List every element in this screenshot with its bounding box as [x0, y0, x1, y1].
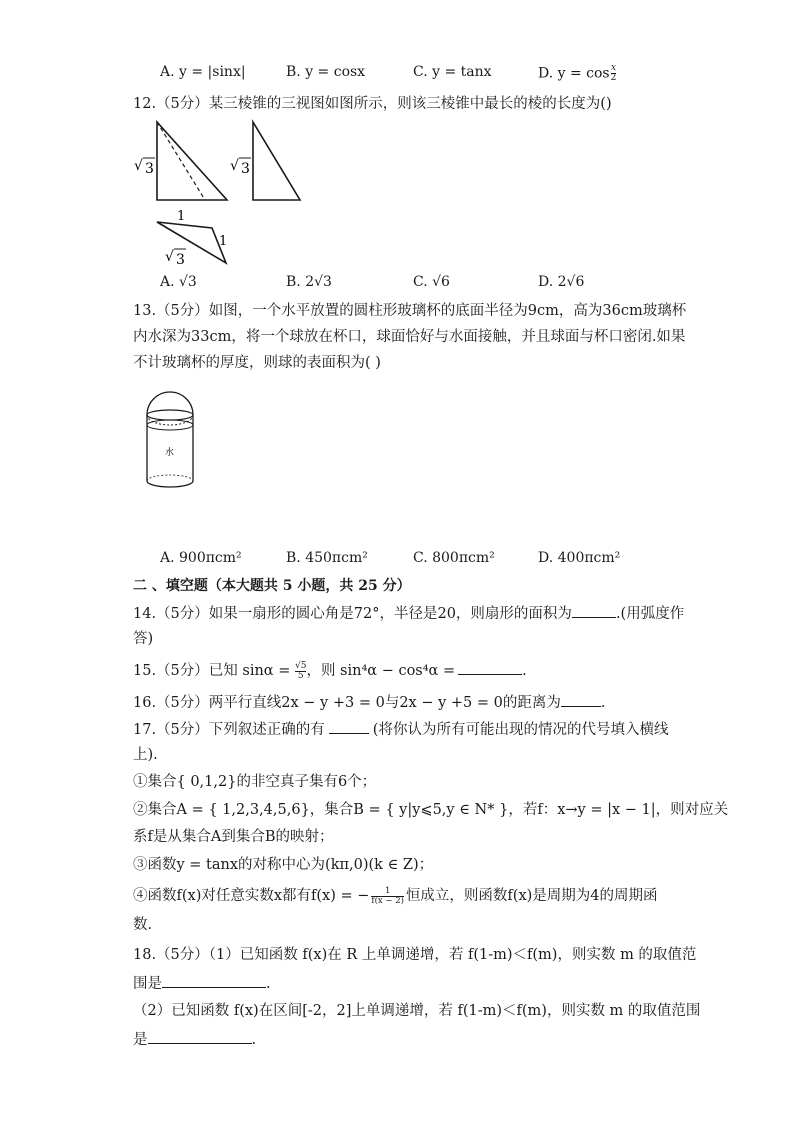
q14-line-2: 答): [133, 631, 154, 647]
q15-frac-den: 5: [297, 670, 304, 681]
section-2-heading: 二 、填空题（本大题共 5 小题，共 25 分）: [133, 578, 411, 594]
q13-line-1: 13.（5分）如图，一个水平放置的圆柱形玻璃杯的底面半径为9cm，高为36cm玻璃杯: [133, 303, 687, 319]
q13-option-c[interactable]: C. 800πcm²: [413, 550, 495, 566]
q11-option-d-fraction: [611, 64, 617, 83]
q15-line: [133, 660, 527, 681]
q13-line-3: 不计玻璃杯的厚度，则球的表面积为( ): [133, 355, 381, 371]
q17-item-4a: [133, 886, 658, 906]
cup-bottom: [147, 481, 193, 487]
q16-text: 16.（5分）两平行直线2x − y +3 = 0与2x − y +5 = 0的距离为: [133, 695, 561, 711]
q13-options: [160, 550, 680, 570]
q17-item-4-suffix: 恒成立，则函数f(x)是周期为4的周期函: [405, 888, 658, 904]
q18-part1-answer-blank[interactable]: [162, 973, 266, 988]
q11-option-b[interactable]: B. y = cosx: [286, 64, 366, 80]
q11-option-a[interactable]: A. y = |sinx|: [160, 64, 246, 80]
q18-line-2: [133, 973, 271, 994]
q18-part2-answer-blank[interactable]: [148, 1029, 252, 1044]
q12-option-b[interactable]: B. 2√3: [286, 274, 332, 290]
side-view-triangle: [253, 122, 300, 200]
q18-line-4: [133, 1029, 256, 1050]
q14-text-suffix: .(用弧度作: [615, 606, 685, 622]
top-view-hyp-label: 3: [176, 252, 185, 268]
q18-part2-label: 是: [133, 1032, 148, 1048]
water-surface: [147, 420, 193, 430]
q11-frac-num: x: [610, 63, 617, 73]
q12-side-view-figure: [230, 118, 310, 208]
front-view-height-label: 3: [145, 161, 154, 177]
q17-item-4-fraction: [371, 887, 404, 906]
q15-middle: ，则 sin⁴α − cos⁴α =: [306, 663, 456, 679]
q17-item-4c: 数.: [133, 917, 153, 933]
q18-part2-suffix: .: [251, 1032, 257, 1048]
q12-options: [160, 274, 680, 294]
q11-option-d-text: D. y = cos: [538, 65, 610, 82]
front-view-hidden-edge: [157, 122, 205, 200]
q12-option-a[interactable]: A. √3: [160, 274, 197, 290]
q17-line-1: [133, 719, 668, 740]
front-view-sqrt-sign: √: [134, 158, 143, 174]
water-label: 水: [165, 448, 175, 458]
q18-part1-label: 围是: [133, 976, 162, 992]
q14-text: 14.（5分）如果一扇形的圆心角是72°，半径是20，则扇形的面积为: [133, 606, 572, 622]
q17-frac-den: f(x − 2): [371, 895, 404, 906]
q17-line-2: 上).: [133, 747, 158, 763]
side-view-sqrt-sign: √: [230, 158, 239, 174]
cup-rim: [147, 410, 193, 420]
q11-option-c[interactable]: C. y = tanx: [413, 64, 492, 80]
top-view-side-label: 1: [219, 234, 228, 249]
q13-option-d[interactable]: D. 400πcm²: [538, 550, 621, 566]
q17-item-2a: ②集合A = { 1,2,3,4,5,6}，集合B = { y|y⩽5,y ∈ N* }，若f：x→y = |x − 1|，则对应关: [133, 802, 729, 818]
top-view-sqrt-sign: √: [165, 249, 174, 265]
q16-answer-blank[interactable]: [561, 692, 601, 707]
q15-fraction: [295, 662, 306, 681]
q15-answer-blank[interactable]: [458, 660, 522, 675]
q16-suffix: .: [600, 695, 606, 711]
q17-answer-blank[interactable]: [329, 719, 369, 734]
q18-line-3: （2）已知函数 f(x)在区间[-2，2]上单调递增，若 f(1-m)＜f(m)，则实数 m 的取值范围: [133, 1003, 701, 1019]
q18-line-1: 18.（5分）（1）已知函数 f(x)在 R 上单调递增，若 f(1-m)＜f(m)，则实数 m 的取值范: [133, 947, 697, 963]
q11-frac-den: 2: [610, 73, 617, 83]
q17-text-suffix: (将你认为所有可能出现的情况的代号填入横线: [372, 722, 669, 738]
q12-option-d[interactable]: D. 2√6: [538, 274, 585, 290]
front-view-triangle: [157, 122, 227, 200]
q16-line: [133, 692, 605, 713]
q11-options: [160, 64, 680, 84]
q17-item-4-prefix: ④函数f(x)对任意实数x都有f(x) = −: [133, 888, 370, 904]
q13-cup-figure: [140, 385, 200, 495]
top-view-top-label: 1: [177, 209, 186, 224]
q17-frac-num: 1: [371, 887, 404, 897]
q17-item-3: ③函数y = tanx的对称中心为(kπ,0)(k ∈ Z)；: [133, 857, 434, 873]
q15-prefix: 15.（5分）已知 sinα =: [133, 663, 295, 679]
q13-option-b[interactable]: B. 450πcm²: [286, 550, 368, 566]
q17-text: 17.（5分）下列叙述正确的有: [133, 722, 325, 738]
q15-frac-num: √5: [294, 660, 307, 671]
q13-option-a[interactable]: A. 900πcm²: [160, 550, 242, 566]
q12-stem: 12.（5分）某三棱锥的三视图如图所示，则该三棱锥中最长的棱的长度为(): [133, 96, 612, 112]
cup-bottom-hidden: [147, 475, 193, 481]
q15-suffix: .: [522, 663, 527, 679]
q18-part1-suffix: .: [266, 976, 271, 992]
q11-option-d[interactable]: [538, 64, 616, 83]
q17-item-2b: 系f是从集合A到集合B的映射；: [133, 829, 334, 845]
q12-option-c[interactable]: C. √6: [413, 274, 450, 290]
q14-answer-blank[interactable]: [572, 603, 616, 618]
q14-line-1: [133, 603, 684, 624]
side-view-height-label: 3: [241, 161, 250, 177]
q13-line-2: 内水深为33cm，将一个球放在杯口，球面恰好与水面接触，并且球面与杯口密闭.如果: [133, 329, 686, 345]
q17-item-1: ①集合{ 0,1,2}的非空真子集有6个；: [133, 774, 377, 790]
